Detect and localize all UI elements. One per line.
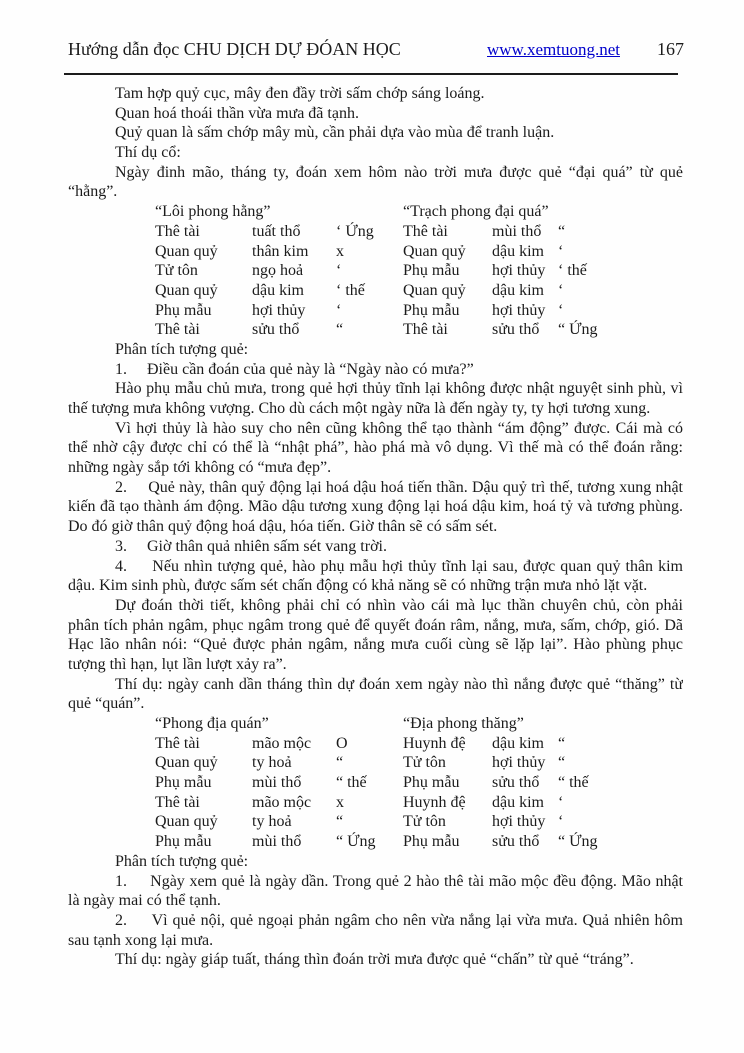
hexagram-table-row [68,320,683,340]
body-line: Do đó giờ thân quỷ động hoá dậu, hóa tiến. Giờ thân sẽ có sấm sét. [68,518,498,536]
hexagram-role: Huynh đệ [403,793,466,811]
hexagram-element: ngọ hoả [252,262,304,280]
hexagram-marker: ‘ [558,301,564,319]
hexagram-table-row [68,793,683,813]
body-line: Quan hoá thoái thần vừa mưa đã tạnh. [115,104,359,122]
hexagram-role: Tử tôn [403,813,446,831]
hexagram-marker: ‘ [558,793,564,811]
hexagram-title-right: “Địa phong thăng” [403,715,524,732]
hexagram-table-row [68,773,683,793]
body-line: phân tích phản ngâm, phục ngâm trong quẻ để quyết đoán râm, nắng, mưa, sấm, chớp, gió. Dã [68,616,683,634]
hexagram-element: dậu kim [492,242,544,260]
body-line: 2. Vì quẻ nội, quẻ ngoại phản ngâm cho nên vừa nắng lại vừa mưa. Quả nhiên hôm [115,911,683,929]
hexagram-role: Phụ mẫu [155,833,212,851]
body-line: “hằng”. [68,183,118,201]
hexagram-element: ty hoả [252,813,292,831]
hexagram-table-row [68,242,683,262]
hexagram-role: Phụ mẫu [155,774,212,792]
body-line: 3. Giờ thân quả nhiên sấm sét vang trời. [115,537,387,555]
body-line: Thí dụ: ngày giáp tuất, tháng thìn đoán trời mưa được quẻ “chấn” từ quẻ “tráng”. [115,951,634,969]
body-line: kiến đã tạo thành ám động. Mão dậu tương xung động lại hoá dậu kim, hoá tỷ và tương phùng. [68,498,683,516]
hexagram-role: Quan quỷ [155,242,218,260]
hexagram-element: sửu thổ [492,321,540,339]
hexagram-role: Tử tôn [403,754,446,772]
body-line: Thí dụ cổ: [115,144,181,162]
hexagram-marker: O [336,734,348,752]
body-line: những ngày sắp tới không có “mưa đẹp”. [68,459,332,477]
hexagram-role: Thê tài [155,734,200,752]
hexagram-element: sửu thổ [252,321,300,339]
hexagram-role: Thê tài [155,222,200,240]
hexagram-table-pair-2 [68,714,683,852]
body-line: thể nhờ cậy được chỉ có thể là “nhật phá”, hào phá mà vô dụng. Vì thế mà có thể đoán rằng: [68,439,683,457]
hexagram-marker: “ thế [558,774,589,792]
hexagram-element: dậu kim [492,793,544,811]
hexagram-marker: “ [558,222,566,240]
hexagram-marker: “ Ứng [558,321,598,339]
page-body [68,84,683,970]
page-header [68,38,684,62]
hexagram-role: Quan quỷ [403,281,466,299]
page-number: 167 [657,39,684,59]
hexagram-marker: ‘ [336,262,342,280]
hexagram-marker: “ [558,754,566,772]
hexagram-marker: x [336,793,344,811]
hexagram-role: Phụ mẫu [403,833,460,851]
hexagram-element: hợi thủy [252,301,306,319]
hexagram-marker: ‘ thế [558,262,587,280]
hexagram-table-row [68,222,683,242]
body-line: Quỷ quan là sấm chớp mây mù, cần phải dựa vào mùa để tranh luận. [115,124,555,142]
hexagram-table-row [68,734,683,754]
hexagram-marker: ‘ thế [336,281,365,299]
body-line: Thí dụ: ngày canh dần tháng thìn dự đoán xem ngày nào thì nắng được quẻ “thăng” từ [115,675,683,693]
hexagram-marker: “ thế [336,774,367,792]
hexagram-table-row [68,812,683,832]
hexagram-element: dậu kim [492,281,544,299]
hexagram-role: Phụ mẫu [155,301,212,319]
body-line: sau tạnh xong lại mưa. [68,931,214,949]
hexagram-element: ty hoả [252,754,292,772]
hexagram-marker: ‘ [558,242,564,260]
hexagram-element: mão mộc [252,793,312,811]
hexagram-element: mùi thổ [492,222,542,240]
hexagram-role: Quan quỷ [155,754,218,772]
hexagram-role: Phụ mẫu [403,301,460,319]
hexagram-element: mùi thổ [252,833,302,851]
body-line: Vì hợi thủy là hào suy cho nên cũng không thể tạo thành “ám động” được. Cái mà có [115,419,683,437]
hexagram-element: dậu kim [492,734,544,752]
header-rule [64,73,678,75]
hexagram-table-row [68,301,683,321]
body-line: 4. Nếu nhìn tượng quẻ, hào phụ mẫu hợi thủy tĩnh lại sau, được quan quỷ thân kim [115,557,683,575]
hexagram-marker: “ [336,813,344,831]
hexagram-marker: x [336,242,344,260]
hexagram-table-pair-1 [68,202,683,340]
body-line: Hào phụ mẫu chủ mưa, trong quẻ hợi thủy tĩnh lại không được nhật nguyệt sinh phù, vì [115,380,683,398]
body-line: Tam hợp quỷ cục, mây đen đầy trời sấm chớp sáng loáng. [115,85,485,102]
hexagram-marker: ‘ [558,813,564,831]
body-line: 1. Điều cần đoán của quẻ này là “Ngày nào có mưa?” [115,360,474,378]
hexagram-table-row [68,281,683,301]
hexagram-marker: ‘ Ứng [336,222,374,240]
body-line: Phân tích tượng quẻ: [115,340,249,358]
hexagram-marker: “ Ứng [336,833,376,851]
hexagram-marker: “ Ứng [558,833,598,851]
hexagram-element: mùi thổ [252,774,302,792]
body-line: Dự đoán thời tiết, không phải chỉ có nhìn vào cái mà lục thần chuyên chủ, còn phải [115,596,683,614]
hexagram-element: mão mộc [252,734,312,752]
hexagram-element: hợi thủy [492,813,546,831]
body-line: tượng thì hạn, lụt lần lượt xảy ra”. [68,655,287,673]
page-title: Hướng dẫn đọc CHU DỊCH DỰ ĐÓAN HỌC [68,39,401,59]
body-line: dậu. Kim sinh phù, được sấm sét chấn động có khả năng sẽ có những trận mưa nhỏ lặt vặt. [68,577,648,595]
hexagram-element: sửu thổ [492,833,540,851]
hexagram-title-left: “Lôi phong hằng” [155,203,271,221]
header-link[interactable]: www.xemtuong.net [487,40,620,59]
hexagram-table-row [68,261,683,281]
body-line: thế tượng mưa không vượng. Cho dù cách một ngày nữa là đến ngày ty, ty hợi tương xung. [68,400,651,417]
body-line: Phân tích tượng quẻ: [115,852,249,870]
body-line: quẻ “quán”. [68,695,145,713]
hexagram-element: tuất thổ [252,222,301,240]
hexagram-table-titles [68,202,683,222]
hexagram-role: Thê tài [155,321,200,339]
hexagram-element: hợi thủy [492,754,546,772]
body-line: là ngày mai có thể tạnh. [68,892,221,910]
body-line: Ngày đinh mão, tháng ty, đoán xem hôm nào trời mưa được quẻ “đại quá” từ quẻ [115,163,683,181]
hexagram-title-right: “Trạch phong đại quá” [403,203,549,221]
hexagram-table-row [68,753,683,773]
hexagram-element: hợi thủy [492,262,546,280]
hexagram-role: Quan quỷ [155,813,218,831]
hexagram-element: hợi thủy [492,301,546,319]
hexagram-element: thân kim [252,242,309,260]
hexagram-role: Phụ mẫu [403,774,460,792]
hexagram-title-left: “Phong địa quán” [155,715,269,732]
hexagram-marker: “ [558,734,566,752]
hexagram-role: Tử tôn [155,262,198,280]
hexagram-marker: ‘ [558,281,564,299]
hexagram-table-titles [68,714,683,734]
hexagram-marker: ‘ [336,301,342,319]
hexagram-marker: “ [336,754,344,772]
hexagram-role: Quan quỷ [403,242,466,260]
hexagram-role: Thê tài [403,222,448,240]
hexagram-element: sửu thổ [492,774,540,792]
body-line: Hạc lão nhân nói: “Quẻ được phản ngâm, nắng mưa cuối cùng sẽ lặp lại”. Hào phùng phục [68,636,683,654]
hexagram-role: Quan quỷ [155,281,218,299]
hexagram-role: Thê tài [155,793,200,811]
body-line: 1. Ngày xem quẻ là ngày dần. Trong quẻ 2 hào thê tài mão mộc đều động. Mão nhật [115,872,683,890]
hexagram-role: Huynh đệ [403,734,466,752]
hexagram-role: Phụ mẫu [403,262,460,280]
hexagram-element: dậu kim [252,281,304,299]
hexagram-marker: “ [336,321,344,339]
hexagram-role: Thê tài [403,321,448,339]
hexagram-table-row [68,832,683,852]
body-line: 2. Quẻ này, thân quỷ động lại hoá dậu hoá tiến thần. Dậu quỷ trì thế, tương xung nhật [115,478,683,496]
